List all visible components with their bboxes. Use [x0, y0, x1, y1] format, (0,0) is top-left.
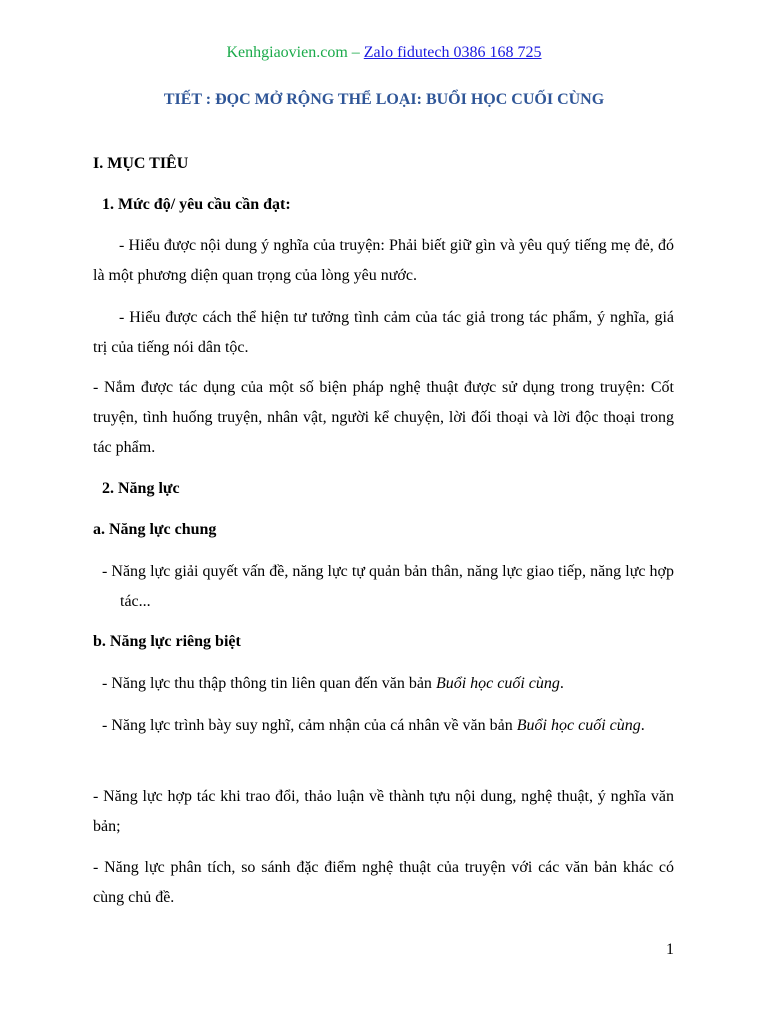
list-item-end: . [640, 717, 645, 734]
paragraph-understand-content: - Hiểu được nội dung ý nghĩa của truyện: Phải biết giữ gìn và yêu quý tiếng mẹ đẻ, đó là một phương diện quan trọng của lòng yêu nước. [93, 237, 674, 284]
zalo-contact-link[interactable]: Zalo fidutech 0386 168 725 [363, 44, 542, 61]
list-item-specific-competency-1 [102, 669, 674, 699]
header-separator: – [347, 44, 364, 61]
list-item-end: . [559, 675, 564, 692]
paragraph-analysis-competency: - Năng lực phân tích, so sánh đặc điểm nghệ thuật của truyện với các văn bản khác có cùng chủ đề. [93, 859, 674, 906]
subheading-specific-competencies: b. Năng lực riêng biệt [93, 633, 241, 650]
subheading-competencies: 2. Năng lực [102, 480, 180, 497]
paragraph-cooperation-competency: - Năng lực hợp tác khi trao đổi, thảo luận về thành tựu nội dung, nghệ thuật, ý nghĩa văn bản; [93, 788, 674, 835]
page-number: 1 [666, 941, 674, 958]
section-heading-objectives: I. MỤC TIÊU [93, 155, 189, 172]
paragraph-understand-expression: - Hiểu được cách thể hiện tư tưởng tình cảm của tác giả trong tác phẩm, ý nghĩa, giá trị của tiếng nói dân tộc. [93, 309, 674, 356]
work-title: Buổi học cuối cùng [516, 717, 641, 734]
list-item-text: - Năng lực thu thập thông tin liên quan đến văn bản [102, 675, 436, 692]
document-title: TIẾT : ĐỌC MỞ RỘNG THỂ LOẠI: BUỔI HỌC CUỐI CÙNG [163, 91, 605, 108]
list-item-general-competency: - Năng lực giải quyết vấn đề, năng lực tự quản bản thân, năng lực giao tiếp, năng lực hợp tác... [102, 563, 674, 610]
page-header [0, 43, 768, 63]
work-title: Buổi học cuối cùng [435, 675, 560, 692]
subheading-requirements: 1. Mức độ/ yêu cầu cần đạt: [102, 196, 291, 213]
site-name: Kenhgiaovien.com [226, 44, 348, 61]
subheading-general-competencies: a. Năng lực chung [93, 521, 217, 538]
paragraph-art-techniques: - Nắm được tác dụng của một số biện pháp nghệ thuật được sử dụng trong truyện: Cốt truyện, tình huống truyện, nhân vật, người kể chuyện, lời đối thoại và lời độc thoại trong tác phẩm. [93, 379, 674, 456]
list-item-text: - Năng lực trình bày suy nghĩ, cảm nhận của cá nhân về văn bản [102, 717, 517, 734]
list-item-specific-competency-2 [102, 711, 674, 741]
